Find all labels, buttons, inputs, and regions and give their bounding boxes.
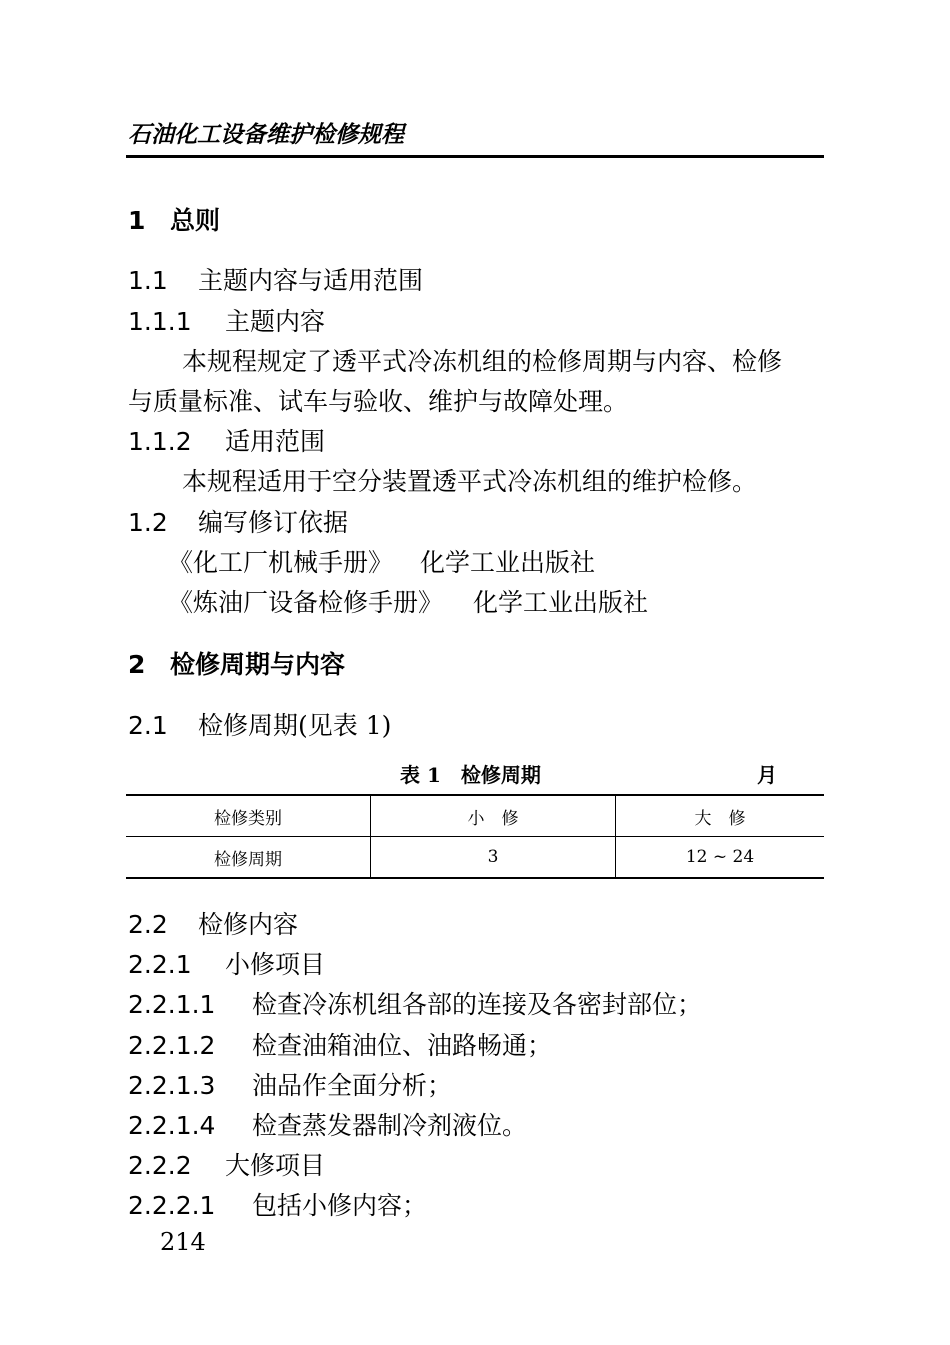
section-1-1-2-heading	[128, 422, 325, 458]
item-number: 2.2.1.3	[128, 1071, 216, 1100]
section-2-2-1-heading	[128, 945, 325, 981]
section-2-heading	[128, 645, 345, 681]
section-number: 1.1.1	[128, 307, 192, 336]
reference-item	[168, 583, 648, 619]
section-number: 2.1	[128, 711, 168, 740]
section-title: 编写修订依据	[198, 508, 349, 537]
section-2-2-2-heading	[128, 1146, 325, 1182]
table-header-row	[126, 795, 824, 837]
list-item	[128, 1066, 452, 1102]
item-number: 2.2.2.1	[128, 1191, 216, 1220]
section-2-1-heading	[128, 706, 391, 742]
list-item	[128, 1106, 527, 1142]
section-number: 2.2.1	[128, 950, 192, 979]
section-title: 小修项目	[225, 950, 326, 979]
item-text: 包括小修内容；	[252, 1191, 428, 1220]
section-title: 主题内容与适用范围	[198, 266, 424, 295]
reference-book: 《炼油厂设备检修手册》	[168, 588, 444, 617]
section-number: 1.2	[128, 508, 168, 537]
section-1-1-1-heading	[128, 302, 325, 338]
section-number: 1.1.2	[128, 427, 192, 456]
section-number: 2.2.2	[128, 1151, 192, 1180]
item-text: 检查蒸发器制冷剂液位。	[252, 1111, 528, 1140]
list-item	[128, 1186, 427, 1222]
section-2-2-heading	[128, 905, 298, 941]
list-item	[128, 1026, 552, 1062]
section-number: 2	[128, 650, 146, 679]
section-1-1-heading	[128, 261, 423, 297]
section-title: 检修周期(见表 1)	[198, 711, 392, 740]
section-title: 总则	[170, 206, 221, 235]
table-unit: 月	[757, 763, 777, 787]
table-header-cell: 检修类别	[126, 795, 371, 837]
section-1-2-heading	[128, 503, 348, 539]
paragraph-line: 本规程适用于空分装置透平式冷冻机组的维护检修。	[182, 467, 758, 496]
table-cell: 检修周期	[126, 837, 371, 879]
section-number: 1.1	[128, 266, 168, 295]
section-number: 2.2	[128, 910, 168, 939]
section-title: 检修内容	[198, 910, 299, 939]
table-row	[126, 837, 824, 879]
table-caption: 表 1 检修周期	[400, 763, 541, 787]
header-rule	[126, 155, 824, 158]
item-text: 检查油箱油位、油路畅通；	[252, 1031, 553, 1060]
table-header-cell: 小 修	[371, 795, 616, 837]
section-title: 大修项目	[225, 1151, 326, 1180]
maintenance-cycle-table	[126, 794, 824, 879]
reference-book: 《化工厂机械手册》	[168, 548, 394, 577]
table-cell: 12 ~ 24	[616, 837, 825, 879]
list-item	[128, 985, 702, 1021]
section-title: 主题内容	[225, 307, 326, 336]
section-number: 1	[128, 206, 146, 235]
reference-item	[168, 543, 595, 579]
section-title: 适用范围	[225, 427, 326, 456]
table-cell: 3	[371, 837, 616, 879]
item-text: 检查冷冻机组各部的连接及各密封部位；	[252, 990, 703, 1019]
item-text: 油品作全面分析；	[252, 1071, 453, 1100]
table-header-cell: 大 修	[616, 795, 825, 837]
reference-publisher: 化学工业出版社	[473, 588, 649, 617]
item-number: 2.2.1.1	[128, 990, 216, 1019]
reference-publisher: 化学工业出版社	[420, 548, 596, 577]
page-number: 214	[160, 1228, 206, 1256]
paragraph-line: 本规程规定了透平式冷冻机组的检修周期与内容、检修	[182, 347, 783, 376]
item-number: 2.2.1.4	[128, 1111, 216, 1140]
paragraph-line: 与质量标准、试车与验收、维护与故障处理。	[128, 387, 629, 416]
running-header: 石油化工设备维护检修规程	[128, 121, 404, 148]
section-1-heading	[128, 201, 220, 237]
item-number: 2.2.1.2	[128, 1031, 216, 1060]
section-title: 检修周期与内容	[170, 650, 346, 679]
